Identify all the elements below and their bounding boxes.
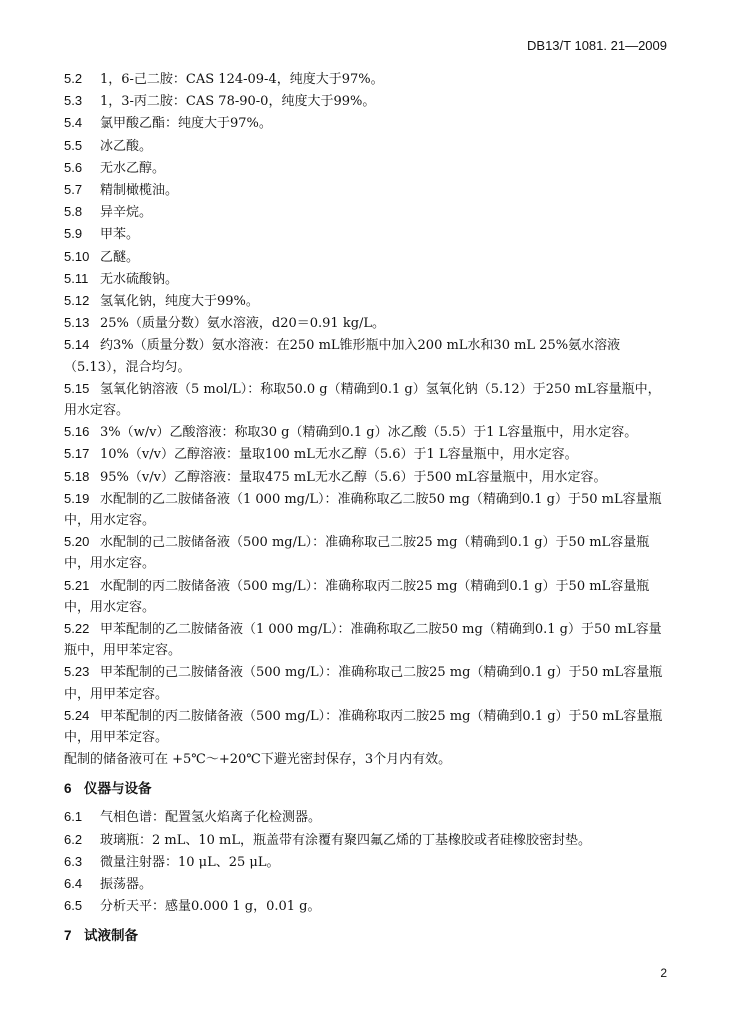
list-item xyxy=(64,873,670,895)
item-number: 5.2 xyxy=(64,71,83,86)
item-number: 5.6 xyxy=(64,159,83,175)
section-6-number: 6 xyxy=(64,781,72,797)
item-text: 氢氧化钠，纯度大于99%。 xyxy=(100,294,259,310)
list-item xyxy=(64,895,670,917)
list-item xyxy=(64,246,670,268)
item-text: 氢氧化钠溶液（5 mol/L）：称取50.0 g（精确到0.1 g）氢氧化钠（5.12）于250 mL容量瓶中，用水定容。 xyxy=(64,381,661,419)
item-text: 玻璃瓶：2 mL、10 mL，瓶盖带有涂覆有聚四氟乙烯的丁基橡胶或者硅橡胶密封垫。 xyxy=(100,832,591,848)
item-text: 无水乙醇。 xyxy=(100,160,166,176)
item-number: 5.3 xyxy=(64,93,83,109)
item-text: 精制橄榄油。 xyxy=(100,183,179,199)
item-number: 5.5 xyxy=(64,137,83,153)
list-item xyxy=(64,705,670,748)
list-item xyxy=(64,421,670,443)
list-item xyxy=(64,618,670,661)
page-number: 2 xyxy=(660,966,667,980)
item-text: 分析天平：感量0.000 1 g，0.01 g。 xyxy=(100,899,321,915)
section-6-title: 仪器与设备 xyxy=(84,781,152,797)
item-text: 1，3-丙二胺：CAS 78-90-0，纯度大于99%。 xyxy=(100,94,376,110)
item-number: 5.17 xyxy=(64,446,90,462)
list-item xyxy=(64,268,670,290)
item-text: 氯甲酸乙酯：纯度大于97%。 xyxy=(100,116,272,132)
list-item xyxy=(64,135,670,157)
list-item xyxy=(64,466,670,488)
item-number: 6.1 xyxy=(64,809,83,825)
item-number: 5.14 xyxy=(64,337,90,353)
item-text: 约3%（质量分数）氨水溶液：在250 mL锥形瓶中加入200 mL水和30 mL 25%氨水溶液（5.13），混合均匀。 xyxy=(64,338,621,375)
item-number: 5.13 xyxy=(64,315,90,331)
item-text: 水配制的乙二胺储备液（1 000 mg/L）：准确称取乙二胺50 mg（精确到0.1 g）于50 mL容量瓶中，用水定容。 xyxy=(64,491,662,529)
list-item xyxy=(64,157,670,179)
item-number: 5.22 xyxy=(64,621,90,637)
item-text: 25%（质量分数）氨水溶液，d20＝0.91 kg/L。 xyxy=(100,316,386,332)
item-text: 10%（v/v）乙醇溶液：量取100 mL无水乙醇（5.6）于1 L容量瓶中，用水定容。 xyxy=(100,447,578,463)
item-text: 3%（w/v）乙酸溶液：称取30 g（精确到0.1 g）冰乙酸（5.5）于1 L容量瓶中，用水定容。 xyxy=(100,425,638,441)
list-item xyxy=(64,851,670,873)
list-item xyxy=(64,806,670,828)
item-number: 5.7 xyxy=(64,182,83,198)
item-number: 5.15 xyxy=(64,380,90,396)
item-number: 5.10 xyxy=(64,248,90,264)
list-item xyxy=(64,179,670,201)
item-text: 95%（v/v）乙醇溶液：量取475 mL无水乙醇（5.6）于500 mL容量瓶中，用水定容。 xyxy=(100,469,607,485)
item-number: 5.8 xyxy=(64,204,83,220)
item-text: 冰乙酸。 xyxy=(100,138,153,154)
item-number: 5.23 xyxy=(64,664,90,680)
item-number: 6.4 xyxy=(64,875,83,891)
item-number: 5.18 xyxy=(64,468,90,484)
list-item xyxy=(64,443,670,465)
item-text: 甲苯配制的丙二胺储备液（500 mg/L）：准确称取丙二胺25 mg（精确到0.1 g）于50 mL容量瓶中，用甲苯定容。 xyxy=(64,708,663,746)
item-number: 5.16 xyxy=(64,424,90,440)
document-code: DB13/T 1081. 21—2009 xyxy=(527,38,667,53)
item-number: 5.24 xyxy=(64,707,90,723)
list-item xyxy=(64,829,670,851)
item-text: 甲苯配制的乙二胺储备液（1 000 mg/L）：准确称取乙二胺50 mg（精确到0.1 g）于50 mL容量瓶中，用甲苯定容。 xyxy=(64,622,662,659)
section-6-heading xyxy=(64,778,670,800)
list-item xyxy=(64,201,670,223)
list-item xyxy=(64,378,670,421)
section-6-list xyxy=(64,806,670,917)
list-item xyxy=(64,488,670,531)
list-item xyxy=(64,68,670,90)
item-number: 6.2 xyxy=(64,831,83,847)
item-text: 气相色谱：配置氢火焰离子化检测器。 xyxy=(100,810,322,826)
item-text: 振荡器。 xyxy=(100,876,153,892)
section-5-list xyxy=(64,68,670,748)
item-text: 微量注射器：10 μL、25 μL。 xyxy=(100,854,280,870)
item-number: 5.20 xyxy=(64,534,90,550)
item-text: 甲苯配制的己二胺储备液（500 mg/L）：准确称取己二胺25 mg（精确到0.1 g）于50 mL容量瓶中，用甲苯定容。 xyxy=(64,665,663,702)
list-item xyxy=(64,334,670,377)
item-text: 水配制的丙二胺储备液（500 mg/L）：准确称取丙二胺25 mg（精确到0.1 g）于50 mL容量瓶中，用水定容。 xyxy=(64,578,650,615)
item-number: 5.9 xyxy=(64,226,83,242)
item-number: 5.19 xyxy=(64,490,90,506)
list-item xyxy=(64,223,670,245)
list-item xyxy=(64,312,670,334)
item-text: 1，6-己二胺：CAS 124-09-4，纯度大于97%。 xyxy=(100,72,384,87)
item-number: 5.12 xyxy=(64,293,90,309)
section-7-title: 试液制备 xyxy=(84,928,138,944)
list-item xyxy=(64,90,670,112)
list-item xyxy=(64,531,670,574)
item-text: 水配制的己二胺储备液（500 mg/L）：准确称取己二胺25 mg（精确到0.1 g）于50 mL容量瓶中，用水定容。 xyxy=(64,535,650,572)
item-number: 5.21 xyxy=(64,577,90,593)
item-text: 乙醚。 xyxy=(100,249,140,265)
item-text: 甲苯。 xyxy=(100,227,140,243)
item-number: 5.11 xyxy=(64,270,89,286)
item-text: 异辛烷。 xyxy=(100,205,153,221)
section-7-number: 7 xyxy=(64,928,72,944)
section-7-heading xyxy=(64,925,670,947)
list-item xyxy=(64,290,670,312)
item-number: 6.5 xyxy=(64,898,83,914)
document-body xyxy=(64,68,670,947)
list-item xyxy=(64,661,670,704)
item-number: 6.3 xyxy=(64,853,83,869)
list-item xyxy=(64,112,670,134)
item-text: 无水硫酸钠。 xyxy=(100,271,179,287)
list-item xyxy=(64,575,670,618)
storage-note: 配制的储备液可在 +5℃～+20℃下避光密封保存，3个月内有效。 xyxy=(64,752,452,768)
item-number: 5.4 xyxy=(64,115,83,131)
